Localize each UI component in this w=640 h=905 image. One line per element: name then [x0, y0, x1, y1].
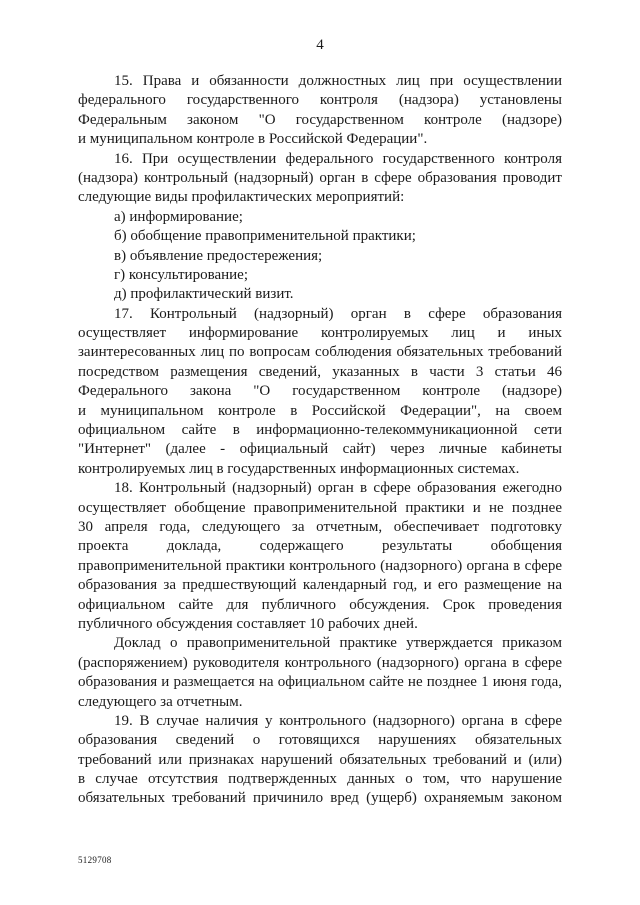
text-line: осуществляет информирование контролируемых лиц и иных [78, 325, 562, 342]
text-line: требований или признаках нарушений обязательных требований и (или) [78, 751, 562, 768]
text-line: осуществляет обобщение правоприменительной практики и не позднее [78, 499, 562, 516]
text-line: (распоряжением) руководителя контрольного (надзорного) органа в сфере [78, 654, 562, 671]
text-line: а) информирование; [114, 208, 243, 225]
text-line: образования сведений о готовящихся нарушениях обязательных [78, 732, 562, 749]
text-line: заинтересованных лиц по вопросам соблюдения обязательных требований [78, 344, 562, 361]
text-line: образования за предшествующий календарный год, и его размещение на [78, 577, 562, 594]
text-line: в) объявление предостережения; [114, 247, 323, 264]
text-line: обязательных требований причинило вред (ущерб) охраняемым законом [78, 790, 562, 807]
text-line: г) консультирование; [114, 266, 249, 283]
text-line: 17. Контрольный (надзорный) орган в сфере образования [114, 305, 562, 322]
text-line: посредством размещения сведений, указанных в части 3 статьи 46 [78, 363, 562, 380]
text-line: официальном сайте в информационно-телекоммуникационной сети [78, 422, 562, 439]
text-line: б) обобщение правоприменительной практики; [114, 228, 416, 245]
text-line: следующие виды профилактических мероприятий: [78, 189, 405, 206]
text-line: 30 апреля года, следующего за отчетным, обеспечивает подготовку [78, 518, 562, 535]
page-number: 4 [316, 37, 324, 53]
text-line: Федеральным законом "О государственном контроле (надзоре) [78, 111, 562, 128]
text-line: публичного обсуждения составляет 10 рабочих дней. [78, 615, 418, 632]
text-line: образования и размещается на официальном сайте не позднее 1 июня года, [78, 674, 562, 691]
text-line: 15. Права и обязанности должностных лиц при осуществлении [114, 73, 562, 89]
text-line: проекта доклада, содержащего результаты обобщения [78, 538, 562, 555]
document-code: 5129708 [78, 855, 112, 865]
text-line: правоприменительной практики контрольного (надзорного) органа в сфере [78, 557, 562, 574]
text-line: (надзора) контрольный (надзорный) орган в сфере образования проводит [78, 169, 562, 186]
text-line: Федерального закона "О государственном контроле (надзоре) [78, 383, 562, 400]
text-line: и муниципальном контроле в Российской Федерации", на своем [78, 402, 562, 419]
text-line: федерального государственного контроля (надзора) установлены [78, 92, 562, 109]
text-line: Доклад о правоприменительной практике утверждается приказом [114, 635, 562, 652]
text-line: "Интернет" (далее - официальный сайт) через личные кабинеты [78, 441, 562, 458]
text-line: следующего за отчетным. [78, 693, 243, 710]
text-line: д) профилактический визит. [114, 286, 294, 303]
text-line: 18. Контрольный (надзорный) орган в сфере образования ежегодно [114, 480, 562, 497]
text-line: и муниципальном контроле в Российской Федерации". [78, 131, 428, 148]
text-line: 19. В случае наличия у контрольного (надзорного) органа в сфере [114, 712, 562, 729]
text-line: в случае отсутствия подтвержденных данных о том, что нарушение [78, 771, 562, 788]
text-line: контролируемых лиц в государственных информационных системах. [78, 460, 520, 477]
text-line: 16. При осуществлении федерального государственного контроля [114, 150, 562, 167]
document-body [78, 72, 562, 809]
text-line: официальном сайте для публичного обсуждения. Срок проведения [78, 596, 562, 613]
